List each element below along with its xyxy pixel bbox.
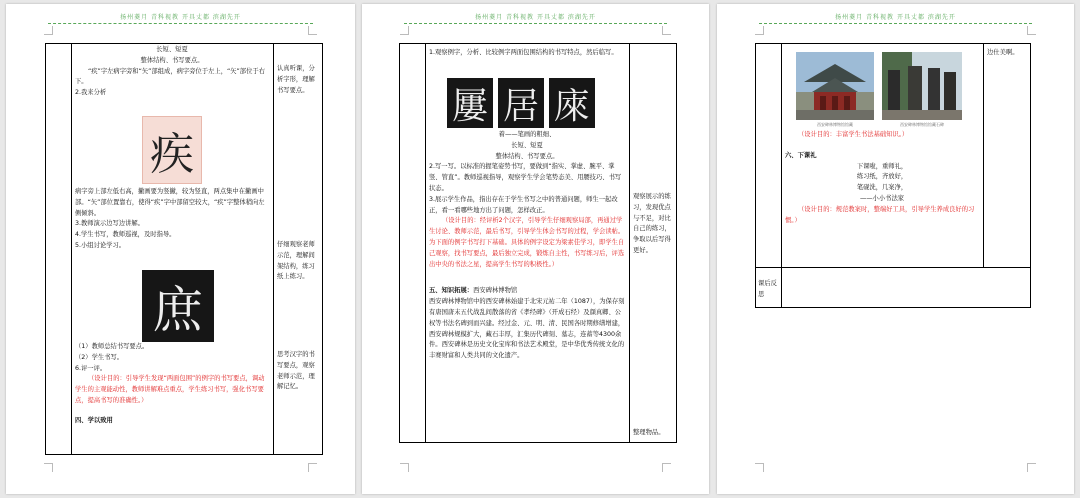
table-column-divider [273,44,274,454]
table-column-divider [983,44,984,268]
page-header-text: 扬州菱月 青科视教 开具丈都 滨湖先开 [835,14,956,21]
section-heading-rest: 西安碑林博物馆 [473,287,518,295]
example-character: 疾 [150,129,194,180]
text-line: 病字旁上部左低右高，撇画要为竖撇，较为竖直，两点集中在撇画中部。“矢”部位置靠右，使得“疾”字中部留空较大，“疾”字整体稍向左侧倾斜。 [75,188,265,217]
reflection-label: 课后反思 [758,280,777,298]
photo-caption: 西安碑林博物馆馆藏 [817,122,853,127]
page-corner-mark [755,26,764,35]
header-rule [759,23,1032,24]
student-activity: 认真听课，分析字形，理解书写要点。 [277,65,315,94]
example-character: 居 [502,85,539,127]
lesson-table [399,43,677,443]
text-line: “疾”字左病字旁和“矢”部组成，病字旁位于左上，“矢”部位于右下。 [75,67,265,86]
document-page-3 [717,4,1074,494]
section-heading: 五、知识拓展： [429,287,474,295]
poem-line: ——小小书法家 [859,194,905,202]
page-corner-mark [1027,463,1036,472]
section-heading: 四、学以致用 [75,416,113,424]
design-purpose-note: （设计目的：经评析2个汉字，引导学生仔细观察局部，再通过学生讨论、教师示范，最后书写，引导学生体会书写的过程，学会读帖。为下面的例字书写打下基础。具体的例字设定为梁素佳学习，即学生自己观察，找书写要点，最后独立完成，锻炼自主性，书写练习后，评选出中央的书法之星，提高学生书写的积极性。） [429,217,625,268]
example-character: 庶 [153,281,203,339]
header-rule [48,23,313,24]
page-corner-mark [1027,26,1036,35]
poem-line: 练习纸，齐放好， [856,173,908,181]
design-purpose-note: （设计目的：引导学生发现“两面包围”的例字的书写要点，调动学生的主观能动性，教师讲解难点重点，学生练习书写，强化书写要点，提高书写的准确性。） [75,375,265,404]
page-corner-mark [44,463,53,472]
museum-photo-steles [882,52,962,120]
museum-photo-pavilion [796,52,874,120]
page-header-text: 扬州菱月 青科视教 开具丈都 滨湖先开 [120,14,241,21]
page-corner-mark [308,26,317,35]
photo-caption: 西安碑林博物馆馆藏石碑 [900,122,944,127]
page-corner-mark [308,463,317,472]
student-activity: 仔细观察老师示范，理解间架结构，练习纸上练习。 [277,241,315,281]
student-activity: 观察展示的练习，发现优点与不足，对比自己的练习，争取以后写得更好。 [633,193,671,254]
page-header-text: 扬州菱月 青科视教 开具丈都 滨湖先开 [475,14,596,21]
text-line: 长短、短夏 [156,46,188,53]
document-page-1 [6,4,355,494]
student-activity: 整理物品。 [633,429,665,436]
lesson-body [429,130,625,362]
text-line: 3.展示学生作品，指出存在于学生书写之中的普通问题，师生一起改正，看一看哪些地方出了问题，怎样改正。 [429,195,618,214]
character-example-image [142,116,202,184]
lesson-body [75,342,269,427]
text-line: 1.观察例字，分析、比较例字两面包围结构的书写特点，然后临写。 [429,49,618,56]
text-line: 5.小组讨论学习。 [75,241,126,249]
table-column-divider [71,44,72,454]
text-line: （2）学生书写。 [75,353,124,361]
example-character: 屢 [451,85,488,127]
lesson-table [755,43,1031,308]
lesson-table [45,43,323,455]
lesson-body [75,187,269,252]
section-heading: 六、下课礼 [785,151,817,159]
character-rubbing-image [498,78,544,128]
page-corner-mark [755,463,764,472]
design-purpose-note: （设计目的：规范教案时，整端好工具，引导学生养成良好的习惯。） [785,205,975,224]
text-line: 长短、短夏 [511,141,543,149]
header-rule [404,23,667,24]
page-corner-mark [662,26,671,35]
text-line: 整体结构、书写要点。 [140,56,204,64]
design-purpose-note: （设计目的：丰富学生书法基础知识。） [798,131,909,138]
poem-line: 下课啦，重师礼， [856,162,908,170]
text-line: 2.我来分析 [75,89,107,97]
lesson-body [75,45,269,99]
page-corner-mark [400,26,409,35]
lesson-body [785,130,979,226]
text-line: 整体结构、书写要点。 [495,152,559,160]
text-line: （1）教师总结书写要点。 [75,343,149,350]
text-line: 着——笔画的粗细、 [498,131,556,138]
document-page-2 [362,4,709,494]
table-column-divider [629,44,630,442]
student-activity: 边仕美啊。 [987,49,1019,56]
page-corner-mark [400,463,409,472]
table-row-divider [756,267,1030,268]
museum-description: 西安碑林博物馆中的西安碑林始建于北宋元祐二年（1087），为保存刻有唐国唐末五代战乱间散落的省《孝经碑》（开成石经）及颜真卿、公权等书法名碑到而兴建。经过金、元、明、清、民国各时期修缮增建，西安碑林规模扩大，藏石丰厚，汇集历代碑刻、墓志，连蓄等4300余件。西安碑林是历史文化宝库和书法艺术殿堂，是中华优秀传统文化的丰赛财富和人类共同的文化遗产。 [429,298,625,360]
table-column-divider [425,44,426,442]
lesson-body [429,48,625,59]
character-rubbing-image [447,78,493,128]
student-activity: 思考汉字的书写要点，观察老师示范，理解记忆。 [277,351,315,391]
page-corner-mark [44,26,53,35]
poem-line: 笔砚洗，几案净， [856,184,908,192]
character-rubbing-image [549,78,595,128]
text-line: 4.学生书写，教师巡视，及时指导。 [75,231,176,239]
page-corner-mark [662,463,671,472]
text-line: 2.写一写。以标准的握笔姿势书写，要做到“指实、掌虚、腕平、掌竖、管直”。教师巡视指导，观察学生学会笔势态美、用腰技巧、书写状态。 [429,163,622,192]
text-line: 3.教师演示边写边讲解。 [75,220,144,228]
text-line: 6.评一评。 [75,364,107,372]
character-rubbing-image [142,270,214,342]
example-character: 庲 [553,85,590,127]
